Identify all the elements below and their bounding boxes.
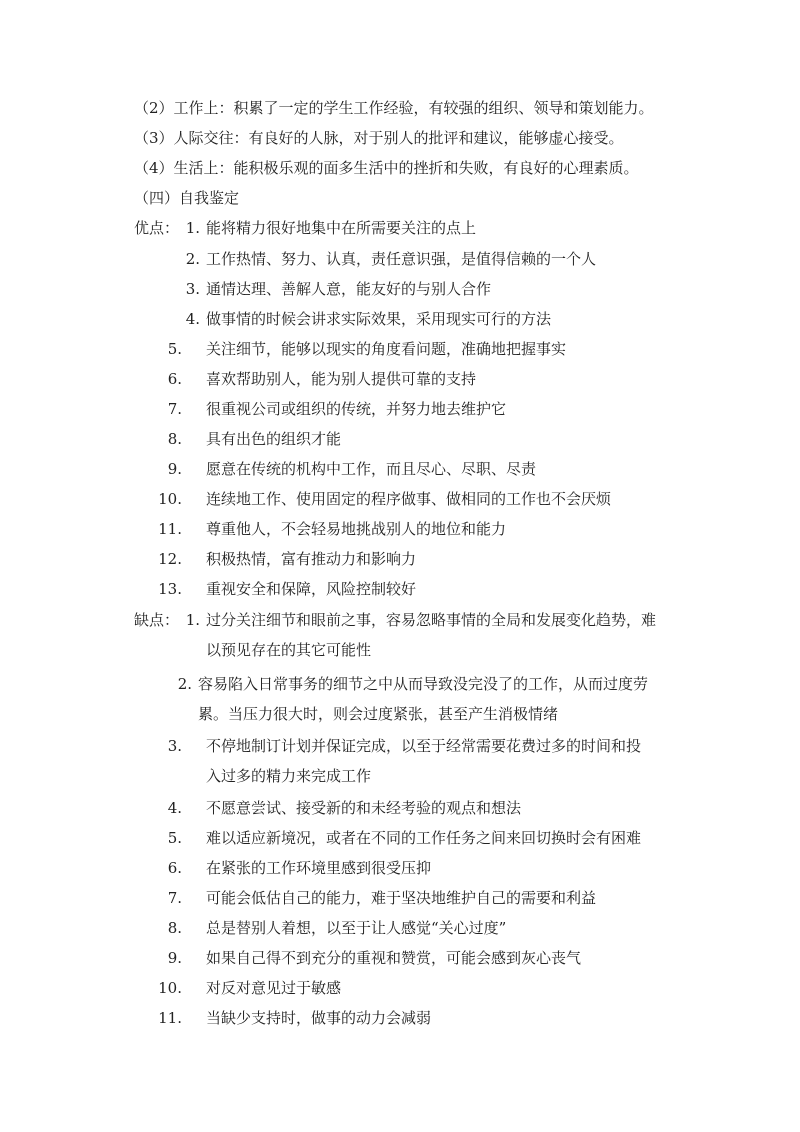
- list-item-continuation: 以预见存在的其它可能性: [206, 641, 372, 659]
- list-item-number: 11.: [158, 520, 182, 538]
- list-item: 很重视公司或组织的传统，并努力地去维护它: [206, 400, 507, 418]
- list-item-number: 9.: [167, 460, 182, 478]
- list-item-number: 8.: [167, 919, 182, 937]
- list-item: 具有出色的组织才能: [206, 430, 342, 448]
- list-item: 重视安全和保障，风险控制较好: [206, 580, 417, 598]
- list-item: 可能会低估自己的能力，难于坚决地维护自己的需要和利益: [206, 889, 597, 907]
- list-item-number: 3.: [185, 280, 200, 298]
- list-item: 尊重他人，不会轻易地挑战别人的地位和能力: [206, 520, 507, 538]
- list-item: 通情达理、善解人意，能友好的与别人合作: [206, 280, 492, 298]
- list-item: 关注细节，能够以现实的角度看问题，准确地把握事实: [206, 340, 567, 358]
- list-item-number: 1.: [185, 611, 200, 629]
- list-item-number: 3.: [167, 737, 182, 755]
- list-item-number: 5.: [167, 340, 182, 358]
- list-item-number: 6.: [167, 859, 182, 877]
- intro-social: （3）人际交往：有良好的人脉，对于别人的批评和建议，能够虚心接受。: [134, 129, 624, 147]
- list-item-number: 10.: [158, 979, 182, 997]
- list-item: 工作热情、努力、认真，责任意识强，是值得信赖的一个人: [206, 250, 597, 268]
- list-item-number: 10.: [158, 490, 182, 508]
- list-item-number: 2.: [185, 250, 200, 268]
- list-item-number: 1.: [185, 219, 200, 237]
- list-item: 做事情的时候会讲求实际效果，采用现实可行的方法: [206, 310, 552, 328]
- list-item: 能将精力很好地集中在所需要关注的点上: [206, 219, 477, 237]
- list-item-number: 13.: [158, 580, 182, 598]
- intro-life: （4）生活上：能积极乐观的面多生活中的挫折和失败，有良好的心理素质。: [134, 159, 639, 177]
- list-item: 在紧张的工作环境里感到很受压抑: [206, 859, 432, 877]
- list-item: 积极热情，富有推动力和影响力: [206, 550, 417, 568]
- list-item-number: 6.: [167, 370, 182, 388]
- list-item: 不停地制订计划并保证完成，以至于经常需要花费过多的时间和投: [206, 737, 642, 755]
- list-item-number: 7.: [167, 400, 182, 418]
- list-item-number: 4.: [185, 310, 200, 328]
- list-item: 不愿意尝试、接受新的和未经考验的观点和想法: [206, 799, 522, 817]
- section-heading: （四）自我鉴定: [134, 189, 240, 207]
- list-item-number: 8.: [167, 430, 182, 448]
- list-item: 如果自己得不到充分的重视和赞赏，可能会感到灰心丧气: [206, 949, 582, 967]
- list-item: 难以适应新境况，或者在不同的工作任务之间来回切换时会有困难: [206, 829, 642, 847]
- strengths-label: 优点：: [134, 219, 180, 237]
- list-item: 愿意在传统的机构中工作，而且尽心、尽职、尽责: [206, 460, 537, 478]
- list-item: 喜欢帮助别人，能为别人提供可靠的支持: [206, 370, 477, 388]
- list-item: 总是替别人着想，以至于让人感觉“关心过度”: [206, 919, 507, 937]
- list-item-number: 5.: [167, 829, 182, 847]
- list-item: 连续地工作、使用固定的程序做事、做相同的工作也不会厌烦: [206, 490, 612, 508]
- list-item: 当缺少支持时，做事的动力会减弱: [206, 1009, 432, 1027]
- list-item: 过分关注细节和眼前之事，容易忽略事情的全局和发展变化趋势，难: [206, 611, 657, 629]
- list-item-number: 9.: [167, 949, 182, 967]
- list-item: 对反对意见过于敏感: [206, 979, 342, 997]
- list-item-number: 4.: [167, 799, 182, 817]
- list-item: 容易陷入日常事务的细节之中从而导致没完没了的工作，从而过度劳: [198, 675, 649, 693]
- intro-work: （2）工作上：积累了一定的学生工作经验，有较强的组织、领导和策划能力。: [134, 99, 654, 117]
- list-item-continuation: 累。当压力很大时，则会过度紧张，甚至产生消极情绪: [198, 705, 559, 723]
- list-item-number: 12.: [158, 550, 182, 568]
- list-item-number: 11.: [158, 1009, 182, 1027]
- list-item-continuation: 入过多的精力来完成工作: [206, 767, 372, 785]
- weaknesses-label: 缺点：: [134, 611, 180, 629]
- list-item-number: 2.: [177, 675, 192, 693]
- list-item-number: 7.: [167, 889, 182, 907]
